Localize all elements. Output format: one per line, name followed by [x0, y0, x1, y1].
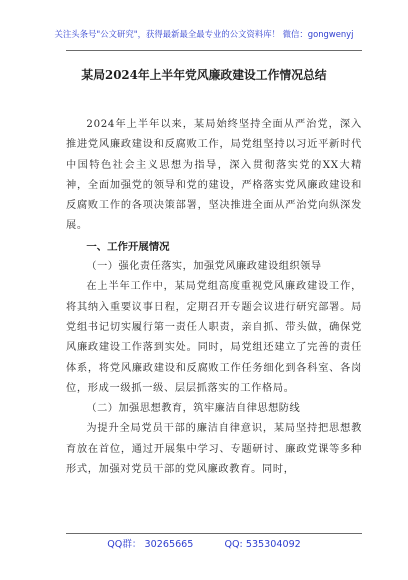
- intro-paragraph: 2024年上半年以来，某局始终坚持全面从严治党，深入推进党风廉政建设和反腐败工作，局党组坚持以习近平新时代中国特色社会主义思想为指导，深入贯彻落实党的XX大精神，全面加强党的领导和党的建设，严格落实党风廉政建设和反腐败工作的各项决策部署，坚决推进全面从严治党向纵深发展。: [66, 119, 362, 232]
- subsection-heading-responsibility: （一）强化责任落实，加强党风廉政建设组织领导: [86, 261, 322, 273]
- header-divider: [66, 50, 362, 51]
- footer-contact: [0, 536, 408, 550]
- header-promo-note: 关注头条号"公文研究"，获得最新最全最专业的公文资料库！ 微信：gongwenyj: [54, 29, 354, 39]
- footer-qq-group: QQ群： 30265665: [107, 539, 194, 550]
- subsection-paragraph-education: 为提升全局党员干部的廉洁自律意识，某局坚持把思想教育放在首位，通过开展集中学习、专题研讨、廉政党课等多种形式，加强对党员干部的党风廉政教育。同时，: [66, 423, 362, 476]
- section-heading-work-progress: 一、工作开展情况: [86, 240, 170, 253]
- document-title: 某局2024年上半年党风廉政建设工作情况总结: [81, 68, 327, 82]
- subsection-heading-education: （二）加强思想教育，筑牢廉洁自律思想防线: [86, 403, 301, 415]
- footer-qq-number: QQ: 535304092: [224, 539, 301, 550]
- footer-divider: [66, 533, 362, 534]
- subsection-paragraph-responsibility: 在上半年工作中，某局党组高度重视党风廉政建设工作，将其纳入重要议事日程，定期召开专题会议进行研究部署。局党组书记切实履行第一责任人职责，亲自抓、带头做，确保党风廉政建设工作落到实处。同时，局党组还建立了完善的责任体系，将党风廉政建设和反腐败工作任务细化到各科室、各岗位，形成一级抓一级、层层抓落实的工作格局。: [66, 281, 362, 394]
- document-body: [66, 115, 362, 480]
